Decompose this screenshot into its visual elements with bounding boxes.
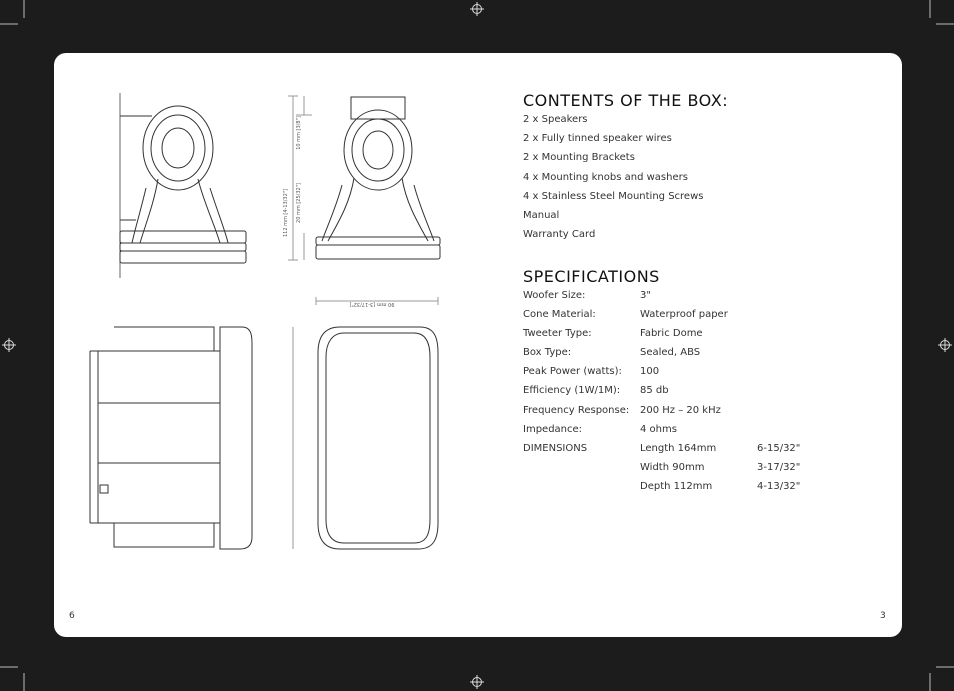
spec-value: 200 Hz – 20 kHz [640,404,721,416]
list-item: 2 x Mounting Brackets [523,152,635,164]
spec-label: Cone Material: [523,309,596,321]
spec-label: DIMENSIONS [523,442,588,454]
side-view-drawing [120,93,246,278]
page-number-left: 6 [69,611,75,621]
spec-label: Frequency Response: [523,404,630,416]
spec-value: Length 164mm [640,442,717,454]
spec-value: 3" [640,290,651,301]
contents-heading: CONTENTS OF THE BOX: [523,91,729,110]
spec-value: Waterproof paper [640,309,728,321]
contents-list [523,114,703,248]
dim-112-label: 112 mm [4-13/32"] [283,188,289,238]
profile-view-drawing [90,327,252,549]
spec-value: Width 90mm [640,461,705,473]
dim-10-label: 10 mm [3/8"] [296,116,302,150]
manual-spread [54,53,902,637]
page-number-right: 3 [880,611,886,621]
spec-label: Tweeter Type: [523,328,592,340]
specifications-heading: SPECIFICATIONS [523,267,660,286]
list-item: 4 x Mounting knobs and washers [523,171,688,183]
dim-90-label: 90 mm [3-17/32"] [349,301,395,307]
spec-extra: 6-15/32" [757,442,801,454]
spec-value: Depth 112mm [640,480,713,492]
spec-label: Impedance: [523,423,583,435]
list-item: 4 x Stainless Steel Mounting Screws [523,190,704,202]
spec-value: 100 [640,366,660,378]
list-item: Warranty Card [523,229,596,241]
rear-view-drawing [293,297,438,549]
spec-label: Efficiency (1W/1M): [523,385,621,397]
dim-20-label: 20 mm [25/32"] [296,183,302,223]
spec-label: Box Type: [523,347,572,359]
front-view-drawing [288,96,440,260]
list-item: 2 x Fully tinned speaker wires [523,133,672,145]
spec-label: Woofer Size: [523,290,586,301]
list-item: Manual [523,209,560,221]
list-item: 2 x Speakers [523,114,588,125]
spec-extra: 4-13/32" [757,480,801,492]
speaker-technical-drawings [54,53,494,637]
spec-value: Sealed, ABS [640,347,701,359]
spec-value: 85 db [640,385,669,397]
spec-label: Peak Power (watts): [523,366,622,378]
spec-value: 4 ohms [640,423,677,435]
spec-value: Fabric Dome [640,328,703,340]
spec-extra: 3-17/32" [757,461,801,473]
